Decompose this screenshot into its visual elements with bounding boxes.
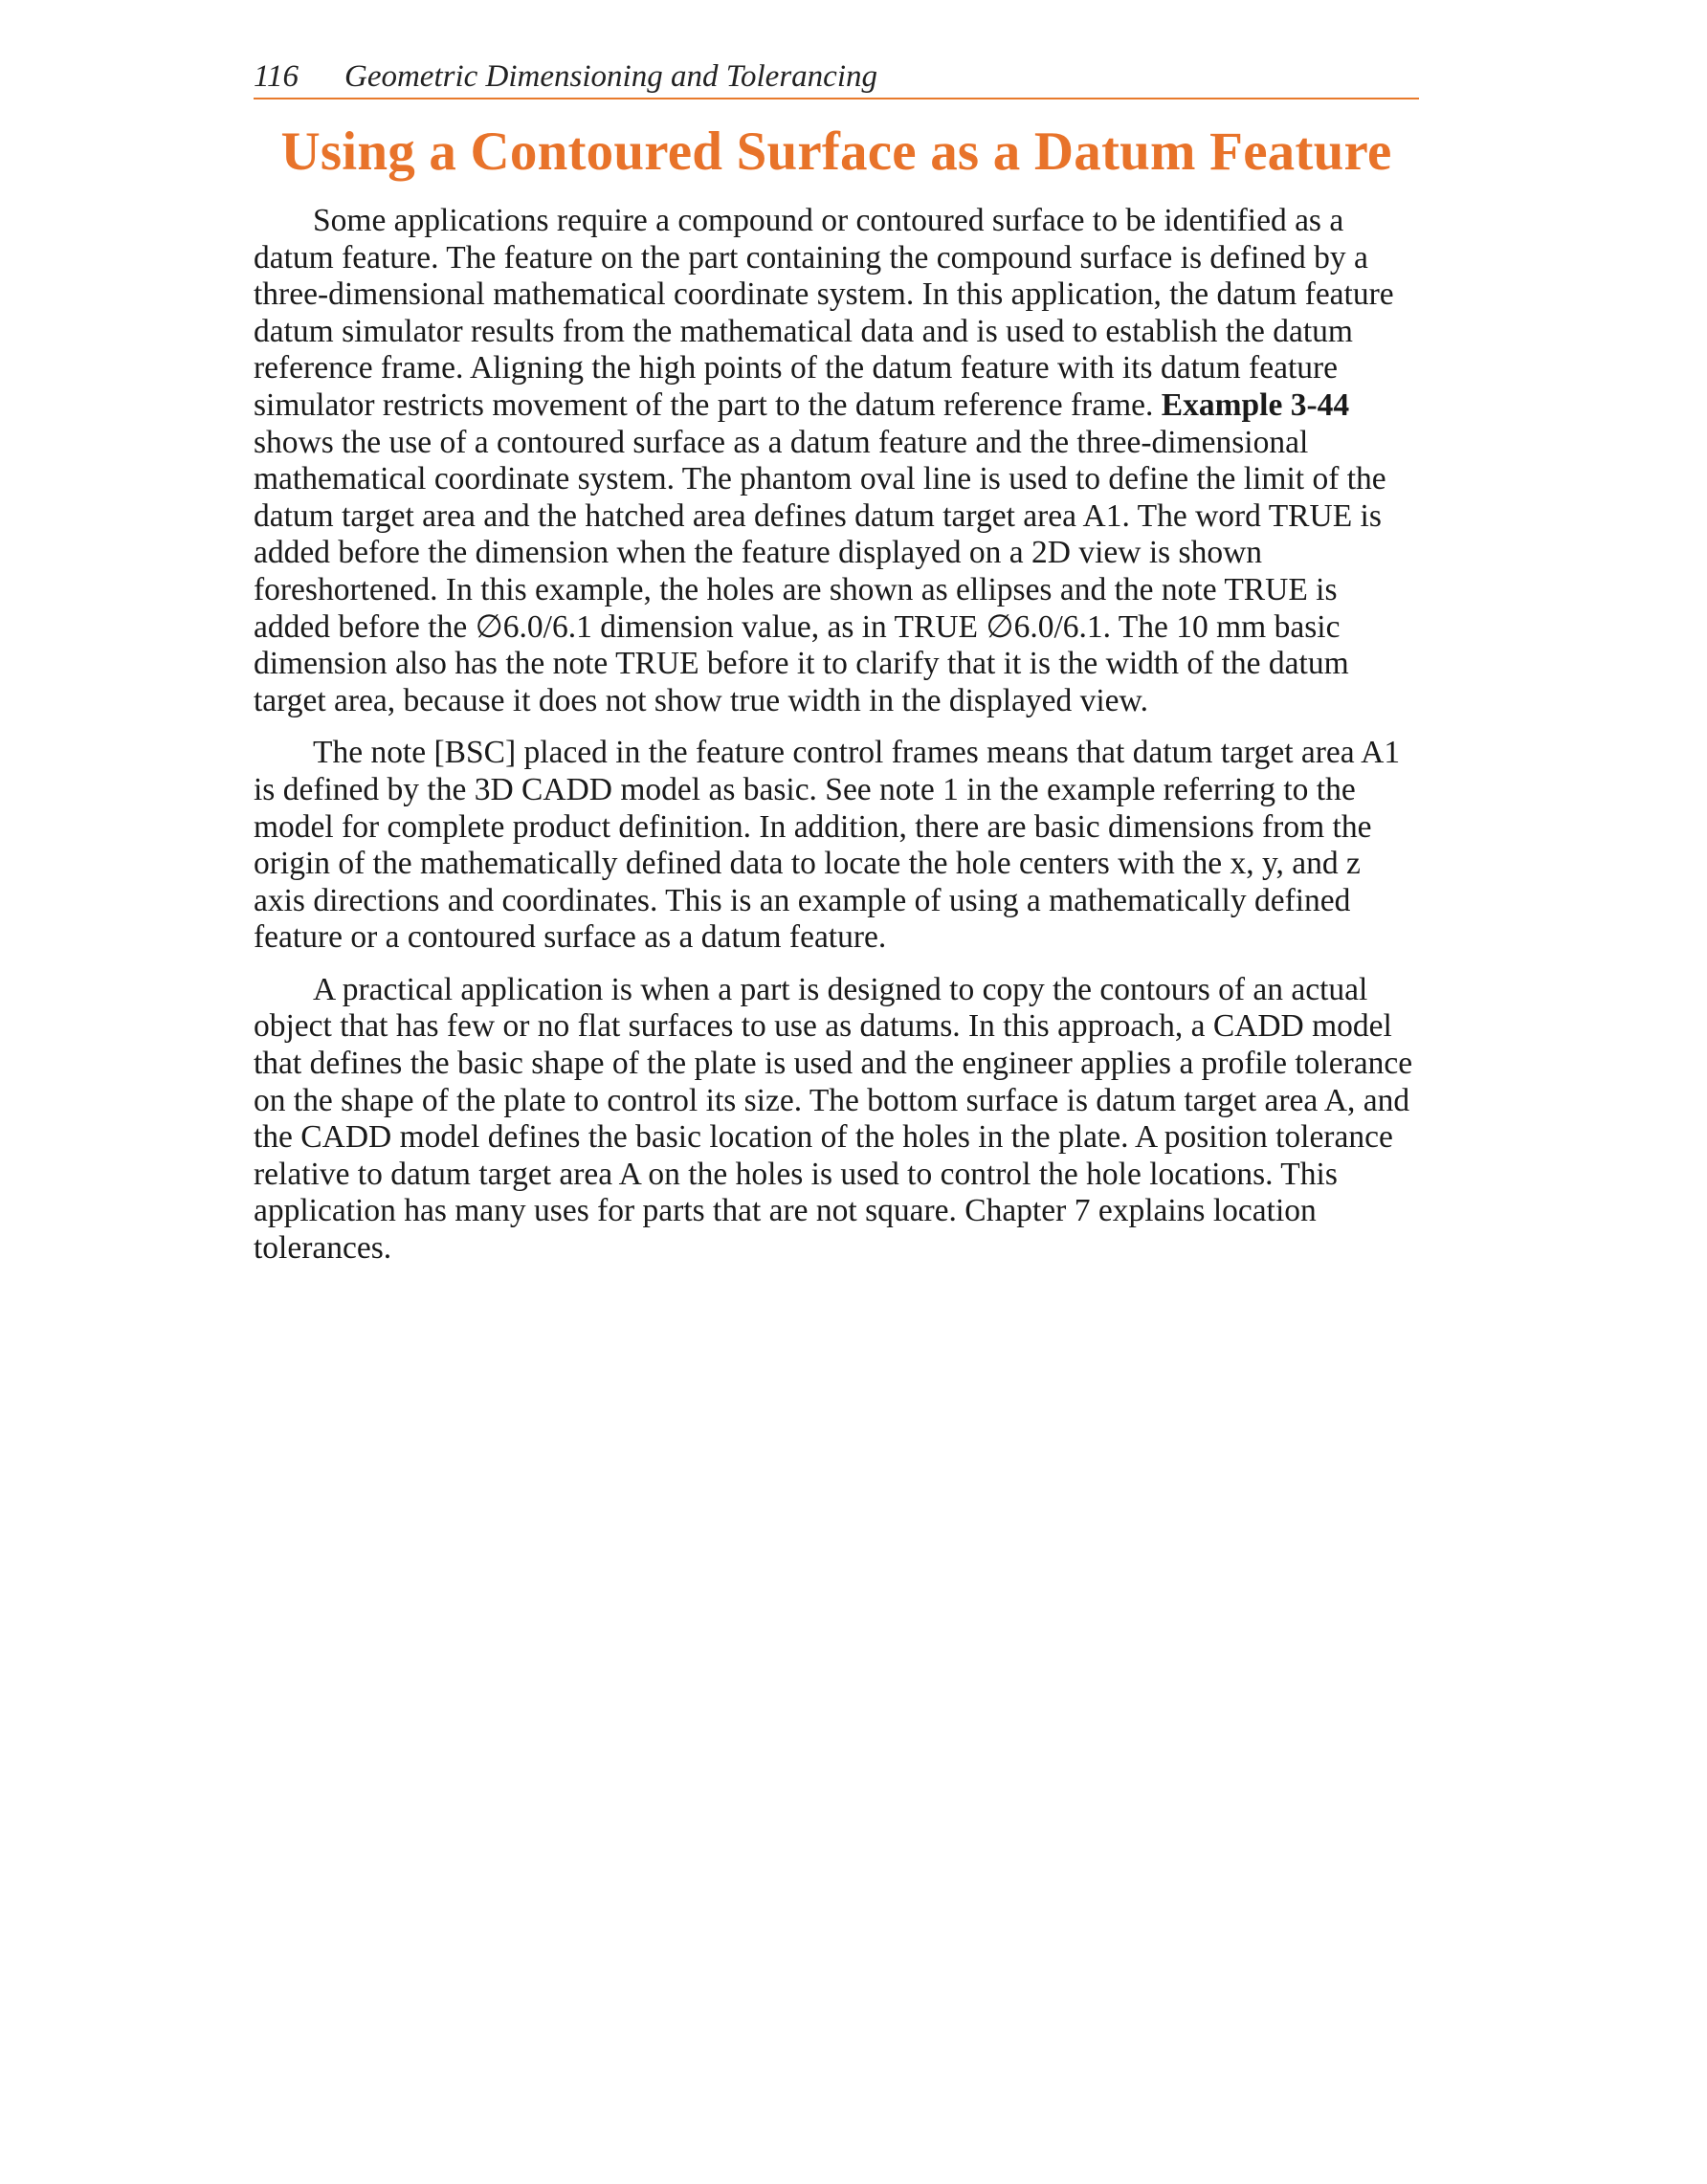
paragraph-1	[254, 203, 1419, 719]
paragraph-2: The note [BSC] placed in the feature control frames means that datum target area A1 is defined by the 3D CADD model as basic. See note 1 in the example referring to the model for complete product definition. In addition, there are basic dimensions from the origin of the mathematically defined data to locate the hole centers with the x, y, and z axis directions and coordinates. This is an example of using a mathematically defined feature or a contoured surface as a datum feature.	[254, 735, 1401, 956]
paragraph-1-text-start: Some applications require a compound or contoured surface to be identified as a datum feature. The feature on the part containing the compound surface is defined by a three-dimensional mathematical coordinate system. In this application, the datum feature datum simulator results from the mathematical data and is used to establish the datum reference frame. Aligning the high points of the datum feature with its datum feature simulator restricts movement of the part to the datum reference frame.	[254, 203, 1394, 423]
book-page	[254, 57, 1419, 1283]
example-reference: Example 3-44	[1161, 386, 1350, 423]
page-number: 116	[254, 59, 299, 94]
paragraph-1-text-end: shows the use of a contoured surface as a datum feature and the three-dimensional mathematical coordinate system. The phantom oval line is used to define the limit of the datum target area and the hatched area defines datum target area A1. The word TRUE is added before the dimension when the feature displayed on a 2D view is shown foreshortened. In this example, the holes are shown as ellipses and the note TRUE is added before the ∅6.0/6.1 dimension value, as in TRUE ∅6.0/6.1. The 10 mm basic dimension also has the note TRUE before it to clarify that it is the width of the datum target area, because it does not show true width in the displayed view.	[254, 424, 1386, 718]
section-title: Using a Contoured Surface as a Datum Feature	[280, 121, 1392, 182]
paragraph-3: A practical application is when a part is designed to copy the contours of an actual object that has few or no flat surfaces to use as datums. In this approach, a CADD model that defines the basic shape of the plate is used and the engineer applies a profile tolerance on the shape of the plate to control its size. The bottom surface is datum target area A, and the CADD model defines the basic location of the holes in the plate. A position tolerance relative to datum target area A on the holes is used to control the hole locations. This application has many uses for parts that are not square. Chapter 7 explains location tolerances.	[254, 971, 1413, 1267]
running-header	[254, 57, 1419, 99]
book-title: Geometric Dimensioning and Tolerancing	[344, 59, 877, 94]
